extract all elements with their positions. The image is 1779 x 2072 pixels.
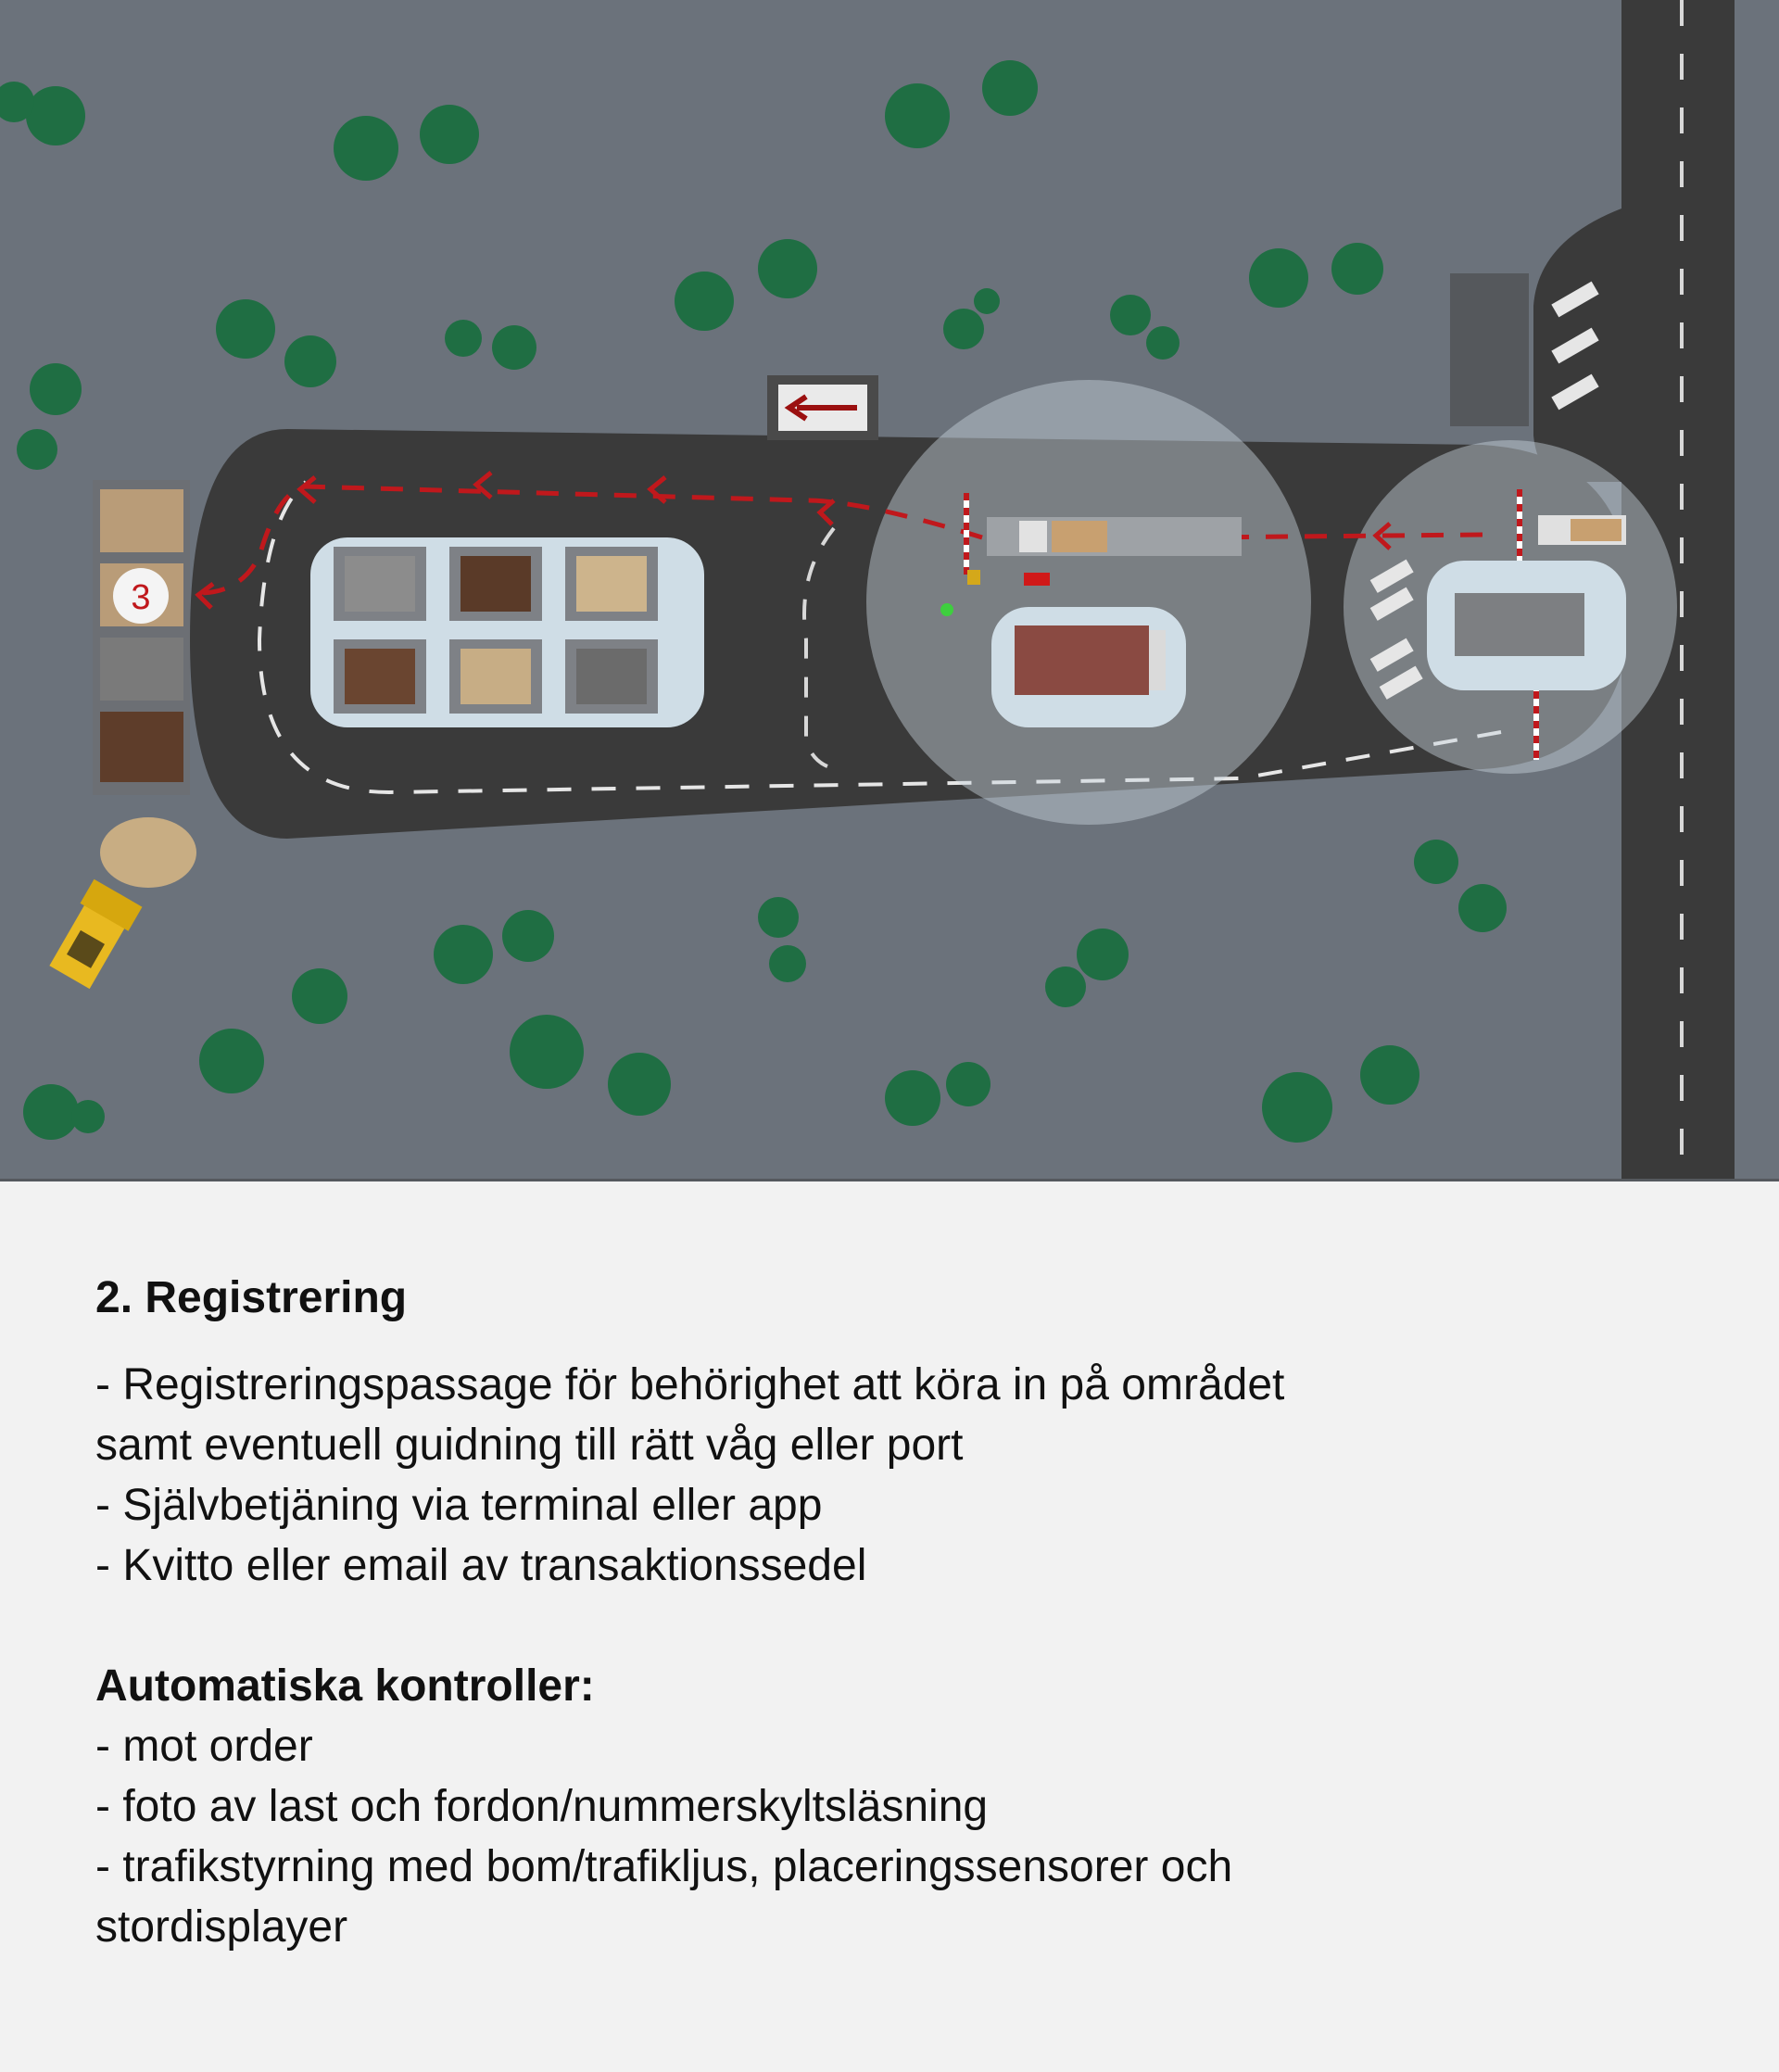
bullet-line: samt eventuell guidning till rätt våg eller port bbox=[95, 1421, 964, 1471]
registration-highlight-1 bbox=[866, 380, 1311, 825]
auto-item: - mot order bbox=[95, 1722, 313, 1772]
station-marker bbox=[113, 568, 169, 624]
arrow-left-sign-icon bbox=[767, 375, 878, 440]
truck-icon bbox=[1538, 515, 1626, 545]
building-icon bbox=[991, 607, 1186, 727]
auto-item: stordisplayer bbox=[95, 1902, 348, 1952]
station-number: 3 bbox=[131, 578, 151, 617]
auto-controls-heading: Automatiska kontroller: bbox=[95, 1661, 595, 1712]
truck-icon bbox=[987, 517, 1242, 556]
building-icon bbox=[1427, 561, 1626, 690]
material-bins bbox=[310, 537, 704, 727]
building-icon bbox=[1450, 273, 1529, 426]
description-panel bbox=[95, 1270, 1689, 1957]
bullet-line: - Registreringspassage för behörighet att köra in på området bbox=[95, 1360, 1285, 1410]
section-title: 2. Registrering bbox=[95, 1273, 408, 1322]
auto-item: - foto av last och fordon/nummerskyltsläsning bbox=[95, 1782, 989, 1832]
bullet-line: - Självbetjäning via terminal eller app bbox=[95, 1481, 823, 1531]
bullet-line: - Kvitto eller email av transaktionssedel bbox=[95, 1541, 867, 1591]
auto-item: - trafikstyrning med bom/trafikljus, placeringssensorer och bbox=[95, 1842, 1233, 1892]
